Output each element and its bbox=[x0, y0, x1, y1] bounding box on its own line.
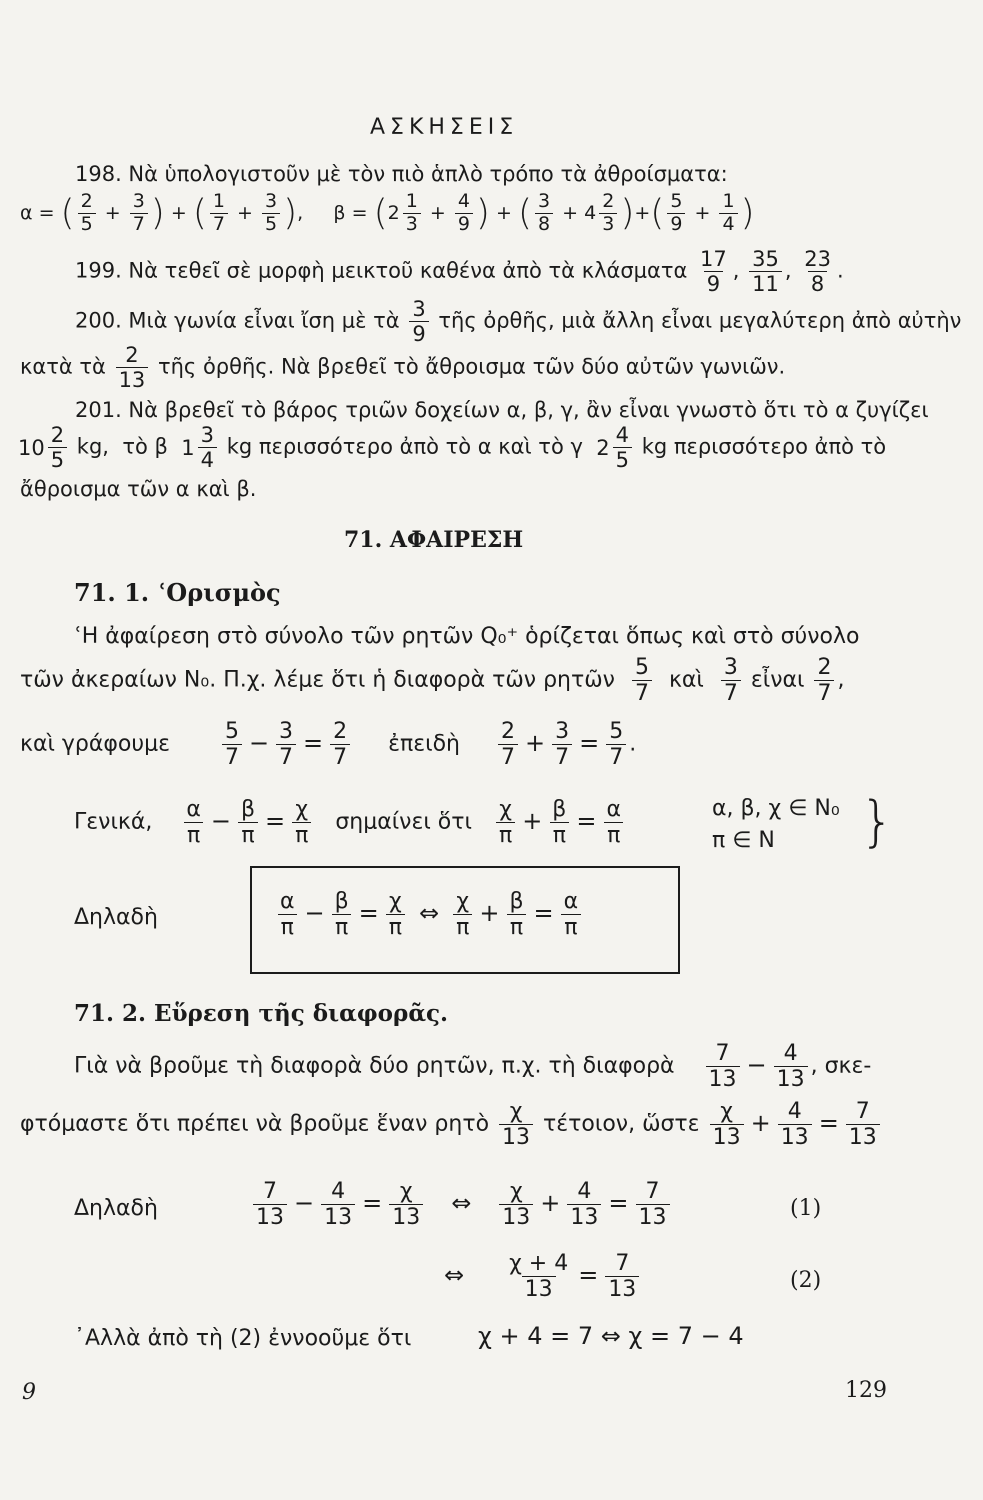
condition-1: α, β, χ ∈ N₀ bbox=[712, 796, 840, 821]
equation-tag-1: (1) bbox=[790, 1196, 822, 1221]
equation-tag-2: (2) bbox=[790, 1268, 822, 1293]
exercises-heading: ΑΣΚΗΣΕΙΣ bbox=[370, 115, 519, 140]
definition-example-equation: καὶ γράφουμε $\frac{5}{7}$ − $\frac{3}{7}$ = $\frac{2}{7}$ ἐπειδὴ $\frac{2}{7}$ + $\frac{3}{7}$ = $\frac{5}{7}$ . bbox=[20, 719, 637, 771]
conclusion-equation: χ + 4 = 7 ⇔ χ = 7 − 4 bbox=[478, 1322, 744, 1350]
section-title: 71. ΑΦΑΙΡΕΣΗ bbox=[344, 527, 524, 553]
exercise-198-text: 198. Νὰ ὑπολογιστοῦν μὲ τὸν πιὸ ἁπλὸ τρόπο τὰ ἀθροίσματα: bbox=[75, 162, 728, 186]
general-rule: Γενικά, $\frac{\alpha}{\pi}$ − $\frac{\beta}{\pi}$ = $\frac{\chi}{\pi}$ σημαίνει ὅτι $\frac{\chi}{\pi}$ + $\frac{\beta}{\pi}$ = $\frac{\alpha}{\pi}$ bbox=[74, 798, 627, 847]
finding-para1: Γιὰ νὰ βροῦμε τὴ διαφορὰ δύο ρητῶν, π.χ. τὴ διαφορὰ $\frac{7}{13}$ − $\frac{4}{13}$ , σκε- bbox=[74, 1041, 872, 1093]
conclusion-text: ᾿Αλλὰ ἀπὸ τὴ (2) ἐννοοῦμε ὅτι bbox=[74, 1326, 412, 1351]
equation-2: ⇔ $\frac{\chi + 4}{13}$ = $\frac{7}{13}$ bbox=[440, 1252, 642, 1301]
namely-label-2: Δηλαδὴ bbox=[74, 1196, 158, 1221]
subsection-finding-difference: 71. 2. Εὕρεση τῆς διαφορᾶς. bbox=[74, 1000, 449, 1027]
exercise-198-formulas: α = ( $\frac{2}{5}$ + $\frac{3}{7}$ ) + ( $\frac{1}{7}$ + $\frac{3}{5}$ ), β = ( 2 1 3 + $\frac{4}{9}$ ) + ( $\frac{3}{8}$ + 4 2 3 )+( $\frac{5}{9}$ + $\frac{1}{4}$ ) bbox=[20, 190, 755, 235]
condition-brace: } bbox=[860, 790, 895, 853]
subsection-definition: 71. 1. ʿΟρισμὸς bbox=[74, 578, 281, 607]
namely-label-1: Δηλαδὴ bbox=[74, 905, 158, 930]
exercise-201-line2: 10 2 5 kg, τὸ β 1 3 4 kg περισσότερο ἀπὸ τὸ α καὶ τὸ γ 2 4 5 kg περισσότερο ἀπὸ τὸ bbox=[18, 423, 887, 473]
definition-para1: ʿΗ ἀφαίρεση στὸ σύνολο τῶν ρητῶν Q₀⁺ ὁρίζεται ὅπως καὶ στὸ σύνολο bbox=[75, 624, 860, 649]
exercise-200-line2: κατὰ τὰ $\frac{2}{13}$ τῆς ὀρθῆς. Νὰ βρεθεῖ τὸ ἄθροισμα τῶν δύο αὐτῶν γωνιῶν. bbox=[20, 343, 786, 393]
finding-para2: φτόμαστε ὅτι πρέπει νὰ βροῦμε ἕναν ρητὸ $\frac{\chi}{13}$ τέτοιον, ὥστε $\frac{\chi}{13}$ + $\frac{4}{13}$ = $\frac{7}{13}$ bbox=[20, 1100, 883, 1149]
equation-1: $\frac{7}{13}$ − $\frac{4}{13}$ = $\frac{\chi}{13}$ ⇔ $\frac{\chi}{13}$ + $\frac{4}{13}$ = $\frac{7}{13}$ bbox=[250, 1180, 673, 1229]
boxed-equivalence: $\frac{\alpha}{\pi}$ − $\frac{\beta}{\pi}$ = $\frac{\chi}{\pi}$ ⇔ $\frac{\chi}{\pi}$ + $\frac{\beta}{\pi}$ = $\frac{\alpha}{\pi}$ bbox=[274, 890, 584, 939]
signature-mark: 9 bbox=[22, 1380, 36, 1405]
exercise-201-line1: 201. Νὰ βρεθεῖ τὸ βάρος τριῶν δοχείων α, β, γ, ἂν εἶναι γνωστὸ ὅτι τὸ α ζυγίζει bbox=[75, 398, 929, 422]
exercise-201-line3: ἄθροισμα τῶν α καὶ β. bbox=[20, 477, 257, 501]
definition-para2: τῶν ἀκεραίων N₀. Π.χ. λέμε ὅτι ἡ διαφορὰ τῶν ρητῶν $\frac{5}{7}$ καὶ $\frac{3}{7}$ εἶναι $\frac{2}{7}$ , bbox=[20, 655, 845, 707]
exercise-199: 199. Νὰ τεθεῖ σὲ μορφὴ μεικτοῦ καθένα ἀπὸ τὰ κλάσματα $\frac{17}{9}$ , $\frac{35}{11}$ , $\frac{23}{8}$ . bbox=[75, 247, 844, 297]
condition-2: π ∈ N bbox=[712, 828, 775, 853]
page-number: 129 bbox=[845, 1378, 887, 1403]
exercise-200-line1: 200. Μιὰ γωνία εἶναι ἴση μὲ τὰ $\frac{3}{9}$ τῆς ὀρθῆς, μιὰ ἄλλη εἶναι μεγαλύτερη ἀπὸ αὐτὴν bbox=[75, 297, 962, 347]
